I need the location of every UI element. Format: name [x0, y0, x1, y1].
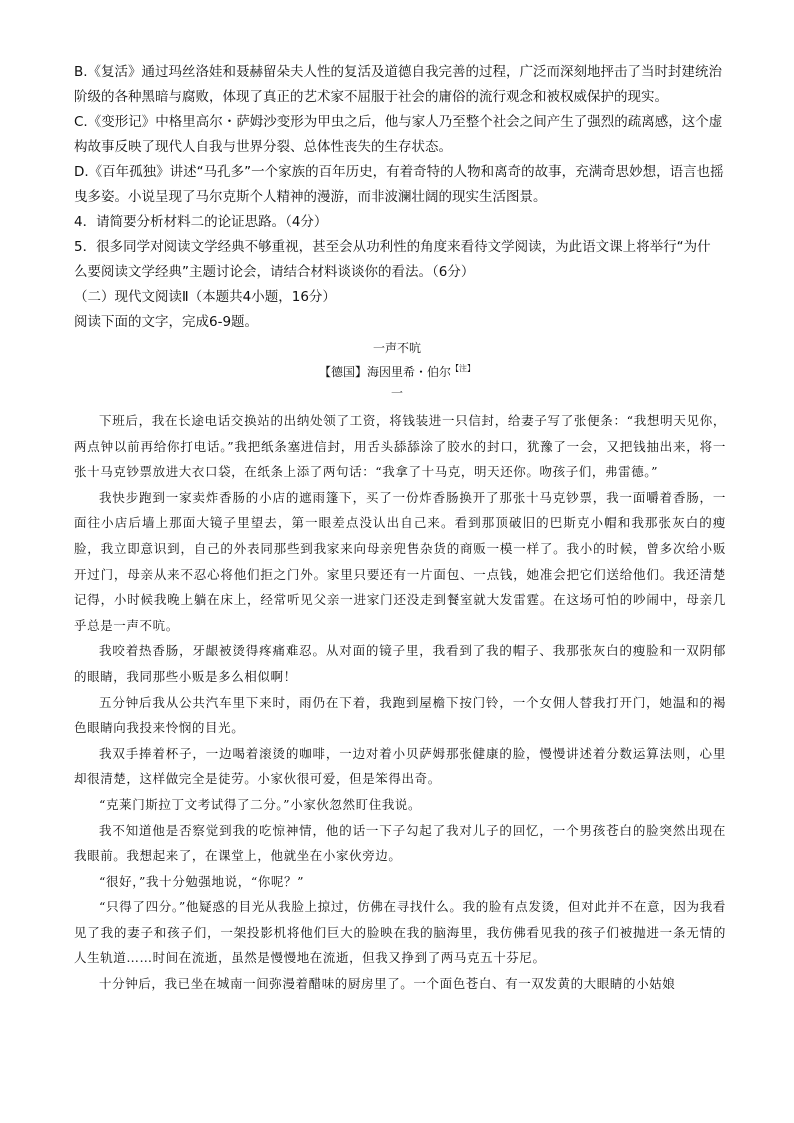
- story-paragraph: 五分钟后我从公共汽车里下来时，雨仍在下着，我跑到屋檐下按门铃，一个女佣人替我打开门，她温和的褐色眼睛向我投来怜悯的目光。: [74, 694, 726, 736]
- story-title: 一声不吭: [372, 341, 421, 355]
- story-paragraph: “只得了四分。”他疑惑的目光从我脸上掠过，仿佛在寻找什么。我的脸有点发烫，但对此并不在意，因为我看见了我的妻子和孩子们，一架投影机将他们巨大的脸映在我的脑海里，我仿佛看见我的孩子们被抛进一条无情的人生轨道……时间在流逝，虽然是慢慢地在流逝，但我又挣到了两马克五十芬尼。: [74, 899, 726, 966]
- story-paragraph: 下班后，我在长途电话交换站的出纳处领了工资，将钱装进一只信封，给妻子写了张便条：“我想明天见你，两点钟以前再给你打电话。”我把纸条塞进信封，用舌头舔舔涂了胶水的封口，犹豫了一会，又把钱抽出来，将一张十马克钞票放进大衣口袋，在纸条上添了两句话：“我拿了十马克，明天还你。吻孩子们，弗雷德。”: [74, 413, 726, 480]
- story-paragraph: 十分钟后，我已坐在城南一间弥漫着醋味的厨房里了。一个面色苍白、有一双发黄的大眼睛的小姑娘: [99, 976, 676, 992]
- author-name: 【德国】海因里希・伯尔: [318, 365, 451, 379]
- story-paragraph: 我双手捧着杯子，一边喝着滚烫的咖啡，一边对着小贝萨姆那张健康的脸，慢慢讲述着分数运算法则，心里却很清楚，这样做完全是徒劳。小家伙很可爱，但是笨得出奇。: [74, 745, 726, 787]
- question-5: 5．很多同学对阅读文学经典不够重视，甚至会从功利性的角度来看待文学阅读，为此语文课上将举行“为什么要阅读文学经典”主题讨论会，请结合材料谈谈你的看法。（6分）: [74, 239, 711, 280]
- question-4: 4．请简要分析材料二的论证思路。（4分）: [74, 214, 328, 230]
- section-number: 一: [390, 386, 403, 400]
- section-header: （二）现代文阅读Ⅱ（本题共4小题，16分）: [74, 289, 336, 305]
- story-paragraph: “很好，”我十分勉强地说，“你呢？”: [99, 873, 305, 889]
- option-b: B.《复活》通过玛丝洛娃和聂赫留朵夫人性的复活及道德自我完善的过程，广泛而深刻地抨击了当时封建统治阶级的各种黑暗与腐败，体现了真正的艺术家不屈服于社会的庸俗的流行观念和被权威保护的现实。: [74, 64, 723, 105]
- author-note-mark: 【注】: [451, 364, 475, 373]
- reading-instruction: 阅读下面的文字，完成6-9题。: [74, 314, 259, 330]
- story-body: [74, 408, 726, 997]
- story-paragraph: 我咬着热香肠，牙龈被烫得疼痛难忍。从对面的镜子里，我看到了我的帽子、我那张灰白的瘦脸和一双阴郁的眼睛，我同那些小贩是多么相似啊！: [74, 643, 726, 684]
- story-paragraph: “克莱门斯拉丁文考试得了二分。”小家伙忽然盯住我说。: [99, 796, 422, 812]
- story-paragraph: 我不知道他是否察觉到我的吃惊神情，他的话一下子勾起了我对儿子的回忆，一个男孩苍白的脸突然出现在我眼前。我想起来了，在课堂上，他就坐在小家伙旁边。: [74, 822, 726, 864]
- story-author: [0, 363, 794, 380]
- option-d: D.《百年孤独》讲述“马孔多”一个家族的百年历史，有着奇特的人物和离奇的故事，充满奇思妙想，语言也摇曳多姿。小说呈现了马尔克斯个人精神的漫游，而非波澜壮阔的现实生活图景。: [74, 164, 724, 205]
- story-paragraph: 我快步跑到一家卖炸香肠的小店的遮雨篷下，买了一份炸香肠换开了那张十马克钞票，我一面嚼着香肠，一面往小店后墙上那面大镜子里望去，第一眼差点没认出自己来。看到那顶破旧的巴斯克小帽和我那张灰白的瘦脸，我立即意识到，自己的外表同那些到我家来向母亲兜售杂货的商贩一模一样了。我小的时候，曾多次给小贩开过门，母亲从来不忍心将他们拒之门外。家里只要还有一片面包、一点钱，她准会把它们送给他们。我还清楚记得，小时候我晚上躺在床上，经常听见父亲一进家门还没走到餐室就大发雷霆。在这场可怕的吵闹中，母亲几乎总是一声不吭。: [74, 489, 726, 633]
- option-c: C.《变形记》中格里高尔・萨姆沙变形为甲虫之后，他与家人乃至整个社会之间产生了强烈的疏离感，这个虚构故事反映了现代人自我与世界分裂、总体性丧失的生存状态。: [74, 114, 723, 155]
